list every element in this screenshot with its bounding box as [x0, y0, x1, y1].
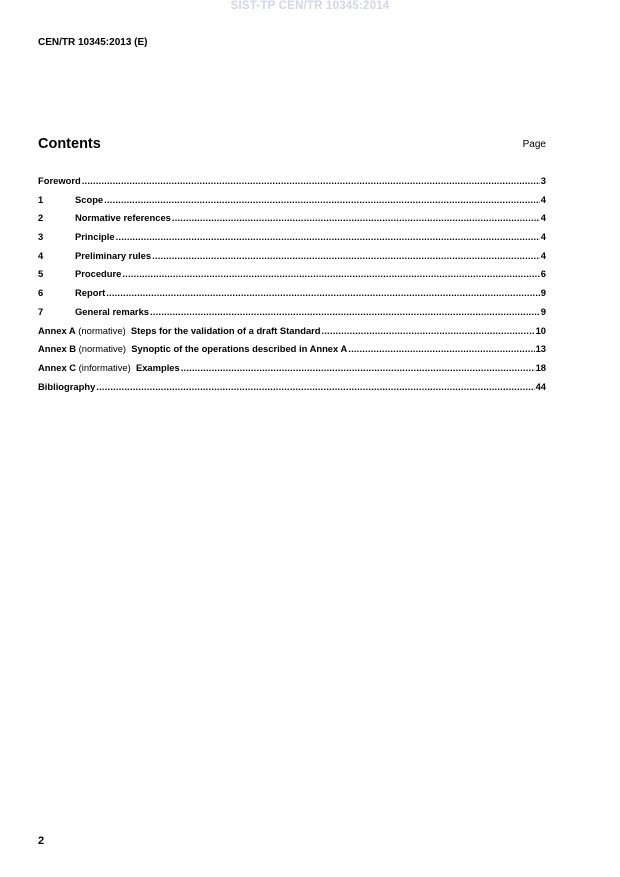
toc-entry-number: 2 [38, 212, 44, 224]
toc-dot-leader [150, 306, 540, 317]
toc-entry-number: 4 [38, 249, 44, 261]
toc-dot-leader [152, 250, 540, 261]
toc-entry-page: 18 [535, 361, 546, 373]
toc-dot-leader [82, 175, 540, 186]
toc-entry[interactable] [38, 212, 546, 231]
toc-entry[interactable] [38, 306, 546, 325]
page-column-label: Page [522, 139, 546, 150]
toc-entry-page: 6 [540, 268, 546, 280]
toc-dot-leader [181, 362, 535, 373]
toc-dot-leader [348, 343, 534, 354]
toc-annex-qualifier: (normative) [76, 343, 132, 355]
toc-entry-page: 9 [540, 287, 546, 299]
toc-entry-title: Examples [135, 361, 180, 373]
toc-entry-page: 4 [540, 193, 546, 205]
toc-entry-number: 1 [38, 193, 44, 205]
toc-entry-title: Scope [75, 193, 104, 205]
toc-entry[interactable] [38, 362, 546, 381]
toc-entry[interactable] [38, 268, 546, 287]
toc-annex-label: Annex B [38, 343, 77, 355]
toc-entry-number: 6 [38, 287, 44, 299]
toc-entry[interactable] [38, 194, 546, 213]
toc-entry-page: 3 [540, 175, 546, 186]
contents-header [38, 136, 546, 156]
toc-annex-qualifier: (informative) [76, 361, 136, 373]
toc-dot-leader [322, 325, 535, 336]
document-identifier: CEN/TR 10345:2013 (E) [38, 37, 148, 48]
toc-entry-title: Bibliography [38, 380, 96, 392]
toc-entry-page: 4 [540, 249, 546, 261]
toc-annex-qualifier: (normative) [75, 324, 131, 336]
toc-entry-page: 9 [540, 305, 546, 317]
toc-entry-number: 3 [38, 231, 44, 243]
toc-entry-title: Synoptic of the operations described in Annex A [131, 343, 348, 355]
toc-entry[interactable] [38, 175, 546, 194]
watermark: SIST-TP CEN/TR 10345:2014 [230, 0, 390, 12]
toc-entry-page: 44 [535, 380, 546, 392]
toc-entry[interactable] [38, 287, 546, 306]
toc-dot-leader [116, 231, 540, 242]
toc-annex-label: Annex A [38, 324, 76, 336]
toc-entry[interactable] [38, 325, 546, 344]
toc-entry-page: 13 [535, 343, 546, 355]
toc-dot-leader [104, 194, 540, 205]
toc-entry-title: General remarks [75, 305, 150, 317]
toc-entry[interactable] [38, 343, 546, 362]
toc-entry[interactable] [38, 231, 546, 250]
toc-dot-leader [172, 212, 540, 223]
table-of-contents [38, 175, 546, 399]
toc-entry-title: Principle [75, 231, 115, 243]
toc-entry-title: Steps for the validation of a draft Standard [130, 324, 321, 336]
toc-entry[interactable] [38, 250, 546, 269]
toc-entry-title: Normative references [75, 212, 171, 224]
toc-entry-title: Preliminary rules [75, 249, 152, 261]
toc-entry-page: 4 [540, 231, 546, 243]
toc-dot-leader [106, 287, 540, 298]
toc-entry-page: 10 [535, 324, 546, 336]
toc-entry-title: Foreword [38, 175, 81, 186]
contents-title: Contents [38, 136, 101, 152]
toc-entry-title: Report [75, 287, 106, 299]
toc-entry-number: 7 [38, 305, 44, 317]
page-number: 2 [38, 835, 45, 847]
toc-entry-page: 4 [540, 212, 546, 224]
toc-annex-label: Annex C [38, 361, 77, 373]
toc-dot-leader [96, 381, 534, 392]
toc-dot-leader [122, 268, 539, 279]
toc-entry[interactable] [38, 381, 546, 400]
toc-entry-title: Procedure [75, 268, 122, 280]
toc-entry-number: 5 [38, 268, 44, 280]
